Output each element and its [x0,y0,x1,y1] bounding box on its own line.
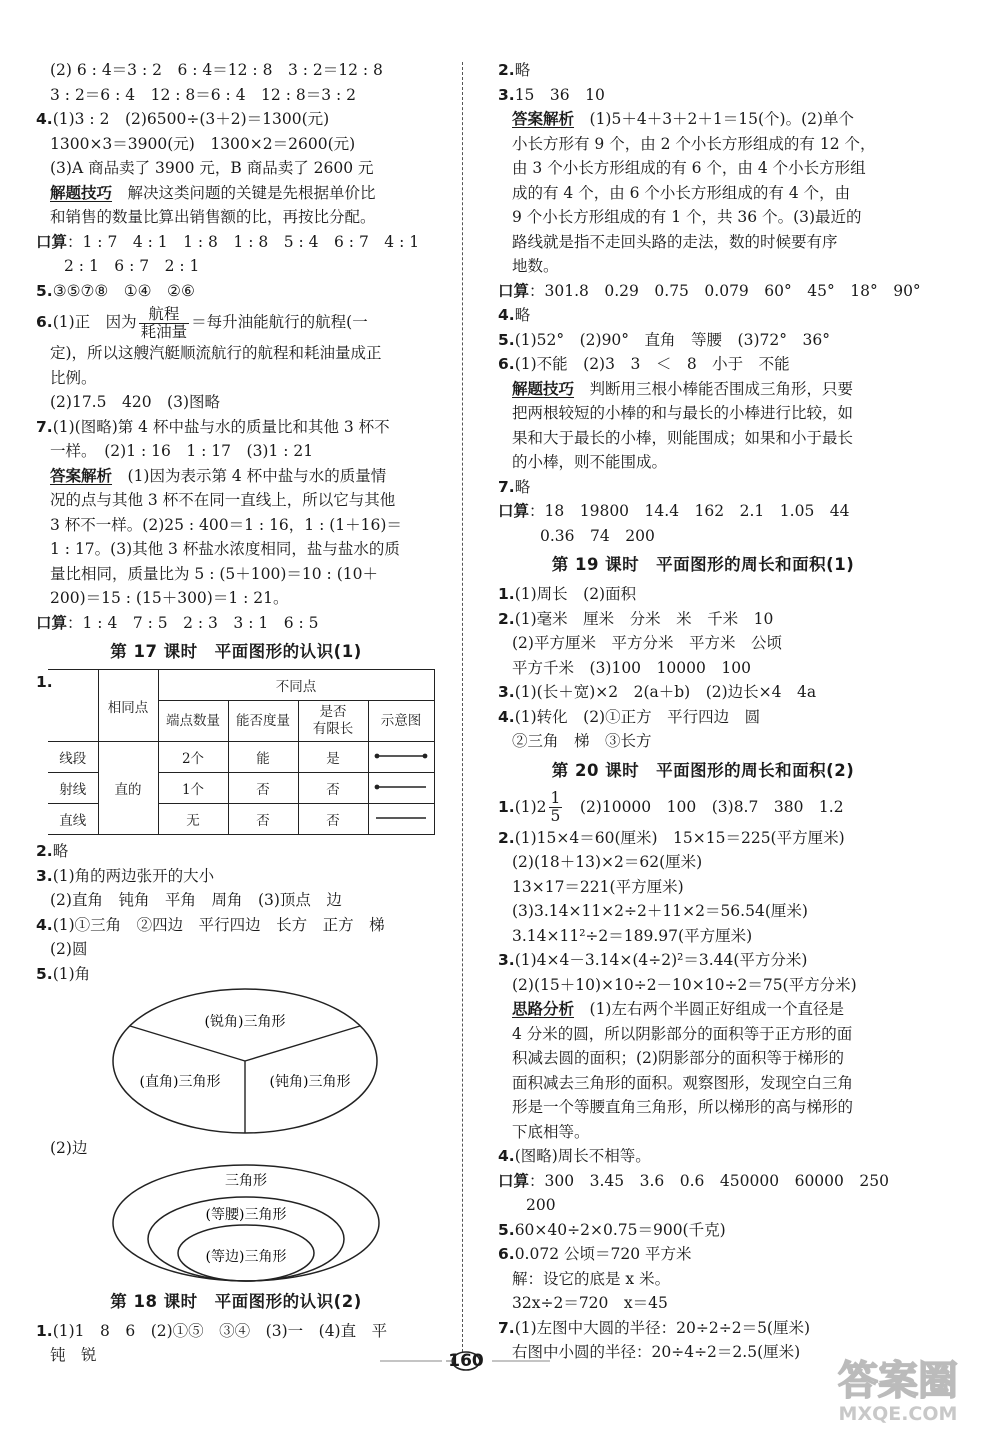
question-number: 6. [36,313,53,331]
column-divider [462,62,463,1352]
tip-label: 答案解析 [512,110,575,128]
answer-line [498,997,908,1022]
answer-text: 4 分米的圆，所以阴影部分的面积等于正方形的面 [512,1024,853,1043]
answer-text: 把两根较短的小棒的和与最长的小棒进行比较，如 [512,404,854,422]
answer-line [36,390,436,415]
question-number: 7. [498,477,515,496]
lesson-heading: 第 20 课时 平面图形的周长和面积(2) [551,760,855,780]
ray-icon [372,782,430,792]
answer-line [36,864,436,889]
answer-text: 形是一个等腰直角三角形，所以梯形的高与梯形的 [512,1098,854,1116]
answer-text: 路线就是指不走回头路的走法，数的时候要有序 [512,232,838,251]
answer-line [498,729,908,754]
answer-text: (1)①三角 ②四边 平行四边 长方 正方 梯 [52,915,385,934]
answer-line [498,899,908,924]
answer-line [36,586,436,611]
answer-text: (1)(图略)第 4 杯中盐与水的质量比和其他 3 杯不 [52,417,390,436]
answer-line [36,132,436,157]
answer-line [498,948,908,973]
answer-line [498,656,908,681]
answer-text: 0.36 74 200 [540,526,655,545]
answer-line-fraction [36,303,436,341]
question-number: 4. [498,1147,515,1165]
answer-line [36,254,436,279]
answer-text: 钝 锐 [50,1346,97,1364]
answer-text: (1)左图中大圆的半径：20÷2÷2＝5(厘米) [514,1318,811,1337]
question-number: 1. [498,797,515,816]
watermark-text: 答案圈 [838,1358,958,1404]
row-name: 线段 [48,742,98,773]
answer-line [498,973,908,998]
answer-line [36,230,436,255]
answer-text: (1)4×4－3.14×(4÷2)²＝3.44(平方分米) [514,951,808,969]
sub-header [158,701,228,742]
answer-text: 定)，所以这艘汽艇顺流航行的航程和耗油量成正 [50,344,382,362]
fraction-denominator: 5 [550,807,561,825]
diagram-cell [368,773,434,804]
answer-text: 略 [514,477,531,496]
sub-header [368,701,434,742]
answer-line [36,83,436,108]
answer-text: (3)3.14×11×2÷2＋11×2＝56.54(厘米) [512,902,808,920]
table-corner [48,670,98,742]
answer-text: (1)转化 (2)①正方 平行四边 圆 [514,707,761,726]
answer-line [498,1095,908,1120]
answer-text: (2) 6 : 4＝3 : 2 6 : 4＝12 : 8 3 : 2＝12 : 8 [50,61,383,79]
answer-text: (1)左右两个半圆正好组成一个直径是 [574,1000,844,1018]
question-number: 6. [498,355,515,373]
watermark-logo [808,1350,988,1426]
answer-text: 面积减去三角形的面积。观察图形，发现空白三角 [512,1073,854,1092]
answer-line [36,415,436,440]
tip-label: 解题技巧 [512,379,575,398]
question-number: 1. [36,673,53,691]
answer-text: ：1 : 4 7 : 5 2 : 3 3 : 1 6 : 5 [67,613,319,632]
can-measure: 能 [228,742,298,773]
answer-text: 右图中小圆的半径：20÷4÷2＝2.5(厘米) [512,1343,801,1361]
answer-line [498,303,908,328]
lesson-heading: 第 18 课时 平面图形的认识(2) [110,1291,362,1311]
answer-line [36,205,436,230]
mental-math-label: 口算 [36,232,68,251]
answer-line [498,254,908,279]
answer-line [498,1071,908,1096]
answer-text: ②三角 梯 ③长方 [512,732,652,750]
answer-text: (2)直角 钝角 平角 周角 (3)顶点 边 [50,891,342,909]
answer-line [36,1319,436,1344]
is-finite: 否 [298,804,368,835]
can-measure: 否 [228,804,298,835]
answer-text: (2)圆 [50,940,88,958]
question-number: 2. [498,828,515,847]
sub-header-text: 示意图 [380,712,422,729]
page-number: 160 [448,1351,484,1371]
answer-text: 略 [52,842,69,860]
answer-text: 0.072 公顷＝720 平方米 [514,1245,692,1263]
watermark-stamp-icon [808,1350,988,1426]
answer-line [36,937,436,962]
answer-line [498,1144,908,1169]
answer-line [36,913,436,938]
answer-line [36,439,436,464]
answer-line [36,839,436,864]
answer-text: 比例。 [50,368,97,387]
segment-icon [372,751,430,761]
table-row [48,742,434,773]
answer-text: 略 [514,306,531,324]
question-number: 2. [498,609,515,628]
answer-line [498,524,908,549]
ellipse-partition-icon [110,986,380,1136]
answer-line [498,1218,908,1243]
row-name: 直线 [48,804,98,835]
common-feature: 直的 [98,742,158,835]
answer-line [498,631,908,656]
lesson-heading: 第 19 课时 平面图形的周长和面积(1) [551,555,855,574]
answer-text: 的小棒，则不能围成。 [512,453,668,471]
answer-text: 200)＝15 : (15＋300)＝1 : 21。 [50,589,289,607]
answer-line [36,962,436,987]
fraction-denominator: 耗油量 [140,322,188,341]
answer-text: 2 : 1 6 : 7 2 : 1 [64,257,200,275]
answer-text: 和销售的数量比算出销售额的比，再按比分配。 [50,208,376,226]
answer-text: (图略)周长不相等。 [514,1147,651,1165]
left-column [36,58,436,1368]
question-number: 4. [36,915,53,934]
answer-line [36,366,436,391]
endpoint-count: 1个 [158,773,228,804]
answer-text: 下底相等。 [512,1122,590,1141]
diagram-cell [368,742,434,773]
answer-text: (1)毫米 厘米 分米 米 千米 10 [514,609,774,628]
diagram-cell [368,804,434,835]
answer-line [36,1343,436,1368]
answer-text: 量比相同，质量比为 5 : (5＋100)＝10 : (10＋ [50,564,378,583]
mental-math-label: 口算 [498,502,530,520]
answer-text: ：1 : 7 4 : 1 1 : 8 1 : 8 5 : 4 6 : 7 4 : 1 [67,232,420,251]
answer-line [498,352,908,377]
answer-text: (1)(长＋宽)×2 2(a＋b) (2)边长×4 4a [514,683,817,701]
answer-line-fraction [498,788,908,826]
answer-text: (1)1 8 6 (2)①⑤ ③④ (3)一 (4)直 平 [52,1321,388,1340]
sub-header [298,701,368,742]
comparison-table [48,669,435,835]
answer-text: ：300 3.45 3.6 0.6 450000 60000 250 [529,1171,889,1190]
answer-line [498,181,908,206]
answer-text: 解决这类问题的关键是先根据单价比 [112,183,376,202]
answer-line [498,58,908,83]
answer-text: 一样。 (2)1 : 16 1 : 17 (3)1 : 21 [50,442,314,460]
answer-line [498,107,908,132]
question-number: 6. [498,1245,515,1263]
lesson-heading: 第 17 课时 平面图形的认识(1) [110,642,362,661]
answer-line [498,230,908,255]
fraction-numerator: 航程 [139,306,190,324]
is-finite: 是 [298,742,368,773]
question-number: 1. [36,1321,53,1340]
question-number: 3. [498,683,515,701]
answer-text: (2)平方厘米 平方分米 平方米 公顷 [512,634,782,652]
answer-line [498,377,908,402]
answer-line [498,1022,908,1047]
answer-text: (1)3 : 2 (2)6500÷(3＋2)＝1300(元) [52,110,330,128]
answer-text: (2)边 [50,1139,88,1157]
question-number: 4. [498,707,515,726]
answer-text: 成的有 4 个，由 6 个小长方形组成的有 4 个，由 [512,183,851,202]
right-column [498,58,921,1365]
answer-line [36,464,436,489]
answer-line [498,1120,908,1145]
diagram-label-left: (直角)三角形 [139,1074,221,1090]
answer-text: (1)正 因为 [52,313,137,331]
answer-line [36,1136,436,1161]
answer-line [36,513,436,538]
answer-text: (1)角的两边张开的大小 [52,866,215,885]
answer-line [36,562,436,587]
page-footer-rule [380,1360,610,1364]
answer-line [498,1291,908,1316]
answer-line [498,499,908,524]
answer-text: (1)15×4＝60(厘米) 15×15＝225(平方厘米) [514,828,845,847]
can-measure: 否 [228,773,298,804]
answer-line [498,1242,908,1267]
answer-text: 1300×3＝3900(元) 1300×2＝2600(元) [50,134,356,153]
answer-line [36,488,436,513]
answer-line [498,582,908,607]
diagram-label-right: (钝角)三角形 [269,1074,351,1090]
answer-text: 地数。 [512,257,559,275]
answer-line [498,475,908,500]
tip-label: 解题技巧 [50,183,113,202]
answer-line [498,924,908,949]
fraction [139,306,190,341]
answer-line [36,279,436,304]
answer-text: 平方千米 (3)100 10000 100 [512,658,751,677]
answer-text: (2)10000 100 (3)8.7 380 1.2 [564,797,844,816]
answer-text: 略 [514,61,531,79]
answer-text: (1)因为表示第 4 杯中盐与水的质量情 [112,466,387,485]
comparison-table-wrap [36,669,436,835]
answer-text: (2)(15＋10)×10÷2－10×10÷2＝75(平方分米) [512,975,857,994]
line-icon [372,813,430,823]
sub-header-text: 是否 有限长 [312,704,354,737]
answer-line [498,850,908,875]
answer-line [498,279,921,304]
answer-line [498,705,908,730]
answer-text: (3)A 商品卖了 3900 元，B 商品卖了 2600 元 [50,159,374,177]
is-finite: 否 [298,773,368,804]
answer-line [498,826,908,851]
answer-text: 3 杯不一样。(2)25 : 400＝1 : 16，1 : (1＋16)＝ [50,515,402,534]
answer-text: 积减去圆的面积；(2)阴影部分的面积等于梯形的 [512,1049,844,1067]
question-number: 4. [36,110,53,128]
fraction [549,790,563,825]
answer-text: 200 [526,1196,556,1214]
question-number: 3. [498,85,515,104]
endpoint-count: 2个 [158,742,228,773]
question-number: 3. [498,951,515,969]
answer-line [36,888,436,913]
diagram-label-middle: (等腰)三角形 [205,1206,287,1223]
endpoint-count: 无 [158,804,228,835]
question-number: 7. [36,417,53,436]
question-number: 1. [498,585,515,603]
question-number: 4. [498,306,515,324]
answer-line [36,537,436,562]
tip-label: 答案解析 [50,466,113,485]
answer-line [36,341,436,366]
answer-text: (1)5＋4＋3＋2＋1＝15(个)。(2)单个 [574,110,855,128]
nested-ellipse-icon [110,1161,382,1285]
answer-text: (1)角 [52,964,91,983]
question-number: 3. [36,866,53,885]
answer-text: (1)不能 (2)3 3 ＜ 8 小于 不能 [514,355,790,373]
answer-line [36,58,436,83]
answer-text: (1)2 [514,797,547,816]
sub-header-text: 能否度量 [236,712,290,729]
answer-text: 3.14×11²÷2＝189.97(平方厘米) [512,926,753,945]
answer-line [498,156,908,181]
answer-text: (2)(18＋13)×2＝62(厘米) [512,853,703,871]
question-number: 7. [498,1318,515,1337]
fraction-numerator: 1 [550,789,561,807]
answer-line [498,875,908,900]
diagram-label-inner: (等边)三角形 [205,1248,287,1265]
answer-text: 15 36 10 [514,85,605,104]
answer-line [498,607,908,632]
answer-line [498,1316,908,1341]
answer-text: ：18 19800 14.4 162 2.1 1.05 44 [529,502,850,520]
answer-line [498,426,908,451]
answer-text: 13×17＝221(平方厘米) [512,877,684,896]
question-number: 5. [498,1220,515,1239]
answer-text: 解：设它的底是 x 米。 [512,1269,671,1288]
answer-text: ③⑤⑦⑧ ①④ ②⑥ [52,281,195,300]
answer-line [498,401,908,426]
answer-line [36,181,436,206]
question-number: 2. [36,842,53,860]
answer-text: 1 : 17。(3)其他 3 杯盐水浓度相同，盐与盐水的质 [50,540,400,558]
question-number: 2. [498,61,515,79]
answer-text: 况的点与其他 3 杯不在同一直线上，所以它与其他 [50,491,396,509]
answer-text: (1)52° (2)90° 直角 等腰 (3)72° 36° [514,330,830,349]
diagram-label-top: (锐角)三角形 [204,1014,286,1030]
answer-text: 果和大于最长的小棒，则能围成；如果和小于最长 [512,428,854,447]
mental-math-label: 口算 [498,1171,530,1190]
answer-line [498,1169,908,1194]
watermark-site: MXQE.COM [838,1403,958,1425]
answer-text: 32x÷2＝720 x＝45 [512,1294,668,1312]
sub-header-text: 端点数量 [166,712,220,729]
question-number: 5. [36,281,53,300]
answer-text: ＝每升油能航行的航程(一 [191,313,368,331]
side-classification-diagram [110,1161,436,1285]
answer-text: (2)17.5 420 (3)图略 [50,393,221,411]
question-number: 5. [36,964,53,983]
header-same: 相同点 [98,670,158,742]
answer-text: 判断用三根小棒能否围成三角形，只要 [574,379,854,398]
row-name: 射线 [48,773,98,804]
answer-line [36,611,436,636]
answer-line [36,156,436,181]
tip-label: 思路分析 [512,1000,575,1018]
diagram-label-outer: 三角形 [225,1172,267,1189]
answer-line [498,1046,908,1071]
answer-text: 小长方形有 9 个，由 2 个小长方形组成的有 12 个， [512,134,876,153]
answer-line [498,680,908,705]
answer-line [498,450,908,475]
angle-classification-diagram [110,986,436,1136]
answer-line [498,1267,908,1292]
mental-math-label: 口算 [498,281,530,300]
answer-line [36,107,436,132]
answer-text: 3 : 2＝6 : 4 12 : 8＝6 : 4 12 : 8＝3 : 2 [50,85,357,104]
answer-text: ：301.8 0.29 0.75 0.079 60° 45° 18° 90° [529,281,921,300]
header-diff: 不同点 [158,670,434,701]
sub-header [228,701,298,742]
answer-line [498,205,908,230]
answer-line [498,328,908,353]
answer-text: 由 3 个小长方形组成的有 6 个，由 4 个小长方形组 [512,159,866,177]
answer-line [498,1193,908,1218]
answer-text: 9 个小长方形组成的有 1 个，共 36 个。(3)最近的 [512,208,862,226]
mental-math-label: 口算 [36,613,68,632]
answer-line [498,83,908,108]
question-number: 5. [498,330,515,349]
answer-line [498,132,908,157]
answer-text: 60×40÷2×0.75＝900(千克) [514,1220,726,1239]
answer-text: (1)周长 (2)面积 [514,585,637,603]
